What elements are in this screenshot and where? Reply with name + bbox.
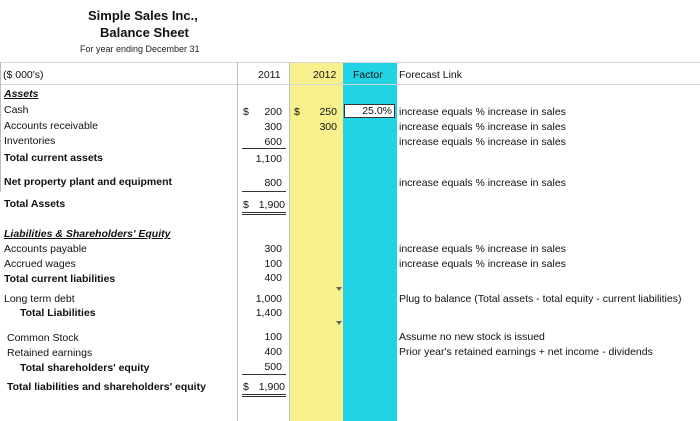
cash-forecast-link: increase equals % increase in sales [399,106,566,118]
statement-title: Balance Sheet [100,25,189,40]
total-equity-2011[interactable]: 500 [264,361,282,373]
ppe-forecast-link: increase equals % increase in sales [399,177,566,189]
factor-header: Factor [353,69,383,81]
total-current-liabilities-2011[interactable]: 400 [264,272,282,284]
subtotal-rule [242,374,286,375]
ltd-2011[interactable]: 1,000 [255,293,282,305]
ar-2012[interactable]: 300 [319,121,337,133]
aw-label: Accrued wages [4,258,76,270]
total-current-assets-2011[interactable]: 1,100 [255,153,282,165]
retained-earnings-2011[interactable]: 400 [264,346,282,358]
assets-heading: Assets [4,88,39,100]
subtotal-rule [242,191,286,192]
grid-line [0,62,700,63]
cash-label: Cash [4,104,29,116]
units-label: ($ 000's) [3,69,44,81]
aw-forecast-link: increase equals % increase in sales [399,258,566,270]
cash-2011[interactable]: 200 [264,106,282,118]
dropdown-indicator-icon [336,287,342,291]
cash-currency-2011: $ [243,106,249,118]
total-assets-2011[interactable]: 1,900 [258,199,285,211]
total-double-rule [242,394,286,397]
grid-line [237,62,238,421]
ap-2011[interactable]: 300 [264,243,282,255]
ap-forecast-link: increase equals % increase in sales [399,243,566,255]
inventories-2011[interactable]: 600 [264,136,282,148]
total-liabilities-equity-label: Total liabilities and shareholders' equity [7,381,206,393]
year-2012-header: 2012 [313,69,337,81]
cash-2012[interactable]: 250 [319,106,337,118]
ppe-label: Net property plant and equipment [4,176,173,188]
common-stock-2011[interactable]: 100 [264,331,282,343]
ltd-forecast-link: Plug to balance (Total assets - total equity - current liabilities) [399,293,682,305]
ar-2011[interactable]: 300 [264,121,282,133]
total-equity-label: Total shareholders' equity [20,362,150,374]
total-double-rule [242,212,286,215]
inventories-forecast-link: increase equals % increase in sales [399,136,566,148]
retained-earnings-forecast-link: Prior year's retained earnings + net income - dividends [399,346,653,358]
period-text: For year ending December 31 [80,44,200,54]
forecast-header: Forecast Link [399,69,463,81]
total-liabilities-2011[interactable]: 1,400 [255,307,282,319]
total-current-liabilities-label: Total current liabilities [4,273,116,285]
factor-cell[interactable]: 25.0% [344,104,395,118]
grid-line [289,62,290,421]
ar-label: Accounts receivable [4,120,98,132]
subtotal-rule [242,148,286,149]
total-liabilities-equity-currency: $ [243,381,249,393]
grid-line [0,62,1,192]
ppe-2011[interactable]: 800 [264,177,282,189]
liabilities-heading: Liabilities & Shareholders' Equity [4,228,171,240]
ar-forecast-link: increase equals % increase in sales [399,121,566,133]
total-liabilities-equity-2011[interactable]: 1,900 [258,381,285,393]
common-stock-forecast-link: Assume no new stock is issued [399,331,545,343]
company-name: Simple Sales Inc., [88,8,198,23]
total-current-assets-label: Total current assets [4,152,104,164]
ltd-label: Long term debt [4,293,75,305]
common-stock-label: Common Stock [7,332,79,344]
inventories-label: Inventories [4,135,56,147]
grid-line [0,84,700,85]
total-liabilities-label: Total Liabilities [20,307,96,319]
total-assets-label: Total Assets [4,198,66,210]
ap-label: Accounts payable [4,243,87,255]
cash-currency-2012: $ [294,106,300,118]
total-assets-currency: $ [243,199,249,211]
aw-2011[interactable]: 100 [264,258,282,270]
year-2011-header: 2011 [258,69,281,81]
dropdown-indicator-icon [336,321,342,325]
retained-earnings-label: Retained earnings [7,347,93,359]
